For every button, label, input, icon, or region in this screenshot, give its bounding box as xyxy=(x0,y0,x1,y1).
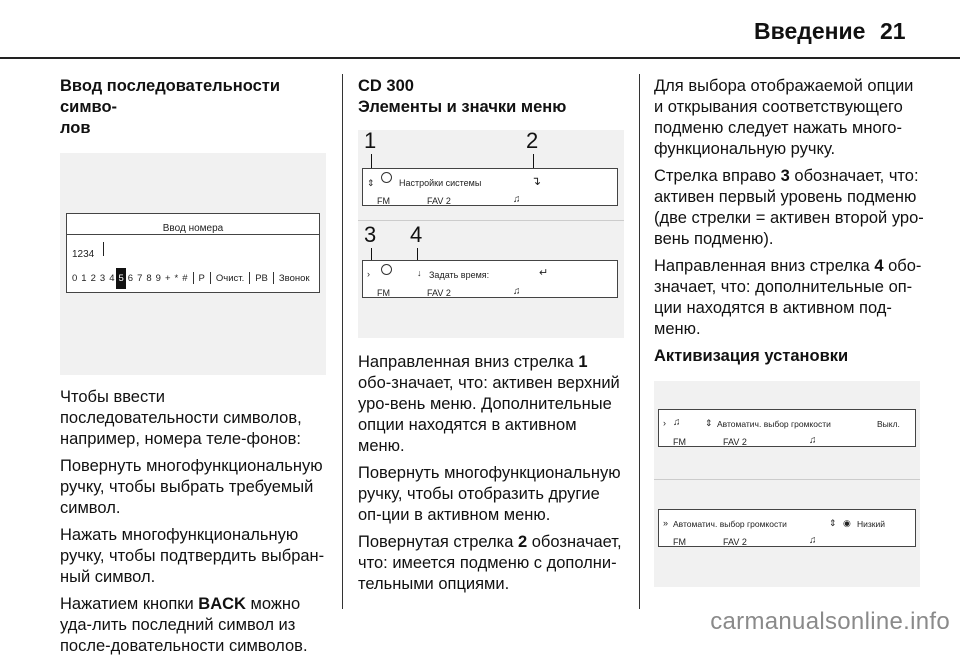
submenu-arrow-icon: ↴ xyxy=(531,174,542,188)
keypad-key[interactable]: 8 xyxy=(146,273,152,284)
paragraph: Для выбора отображаемой опции и открывания соответствующего подменю следует нажать много-функциональную ручку. xyxy=(654,77,914,158)
band-label: FM xyxy=(673,437,686,447)
keyboard-keys xyxy=(70,273,190,284)
keypad-key[interactable]: 5 xyxy=(116,268,125,289)
preset-label: FAV 2 xyxy=(723,537,747,547)
preset-label: FAV 2 xyxy=(723,437,747,447)
callout-4: 4 xyxy=(410,222,423,247)
keypad-key[interactable]: 9 xyxy=(155,273,161,284)
call-key[interactable]: Звонок xyxy=(278,273,310,284)
setting-title: Автоматич. выбор громкости xyxy=(717,419,831,429)
preset-label: FAV 2 xyxy=(427,196,451,206)
band-label: FM xyxy=(377,196,390,206)
callout-line-3 xyxy=(371,248,372,260)
callout-3: 3 xyxy=(364,222,377,247)
setting-value[interactable]: Низкий xyxy=(857,519,885,529)
screen-title: Ввод номера xyxy=(162,223,224,234)
music-signal-icon: ♫ xyxy=(809,535,817,546)
double-right-arrow-icon: » xyxy=(663,518,669,528)
paragraph: Чтобы ввести последовательности символов, например, номера теле-фонов: xyxy=(60,388,302,448)
music-signal-icon: ♫ xyxy=(809,435,817,446)
figure-menu-icons xyxy=(358,130,624,338)
paragraph: Повернуть многофункциональную ручку, чтобы выбрать требуемый символ. xyxy=(60,457,323,517)
figure-number-entry xyxy=(60,153,326,375)
band-label: FM xyxy=(377,288,390,298)
radio-selected-icon: ◉ xyxy=(843,518,851,528)
page-title: Введение xyxy=(754,18,866,44)
section-heading-sequence: Ввод последовательности симво- лов xyxy=(60,77,280,137)
left-column xyxy=(60,76,328,663)
setting-value[interactable]: Выкл. xyxy=(877,419,900,429)
keypad-key[interactable]: 3 xyxy=(99,273,106,284)
callout-line-1 xyxy=(371,154,372,168)
keypad-key[interactable]: + xyxy=(164,273,171,284)
right-body-text xyxy=(654,76,924,340)
keypad-key[interactable]: 7 xyxy=(137,273,143,284)
page-number: 21 xyxy=(880,18,906,44)
keypad-key[interactable]: 6 xyxy=(127,273,134,284)
keypad-key[interactable]: * xyxy=(174,273,179,284)
phonebook-key[interactable]: PB xyxy=(255,273,268,284)
callout-2: 2 xyxy=(526,128,539,153)
music-icon: ♫ xyxy=(673,417,681,428)
keypad-key[interactable]: 4 xyxy=(109,273,115,284)
updown-arrow-icon: ⇕ xyxy=(367,178,375,188)
callout-line-2 xyxy=(533,154,534,168)
right-arrow-icon: › xyxy=(663,418,666,428)
middle-column xyxy=(358,76,624,601)
keypad-key[interactable]: # xyxy=(182,273,188,284)
text-cursor xyxy=(103,242,104,256)
music-signal-icon: ♫ xyxy=(513,194,521,205)
screen-divider xyxy=(67,234,319,235)
setting-screen-2 xyxy=(658,509,916,547)
paragraph: Повернуть многофункциональную ручку, чтобы отобразить другие оп-ции в активном меню. xyxy=(358,464,621,524)
paragraph-back: Нажатием кнопки BACK можно уда-лить последний символ из после-довательности символов. xyxy=(60,595,308,655)
keypad-key[interactable]: 1 xyxy=(81,273,87,284)
clock-icon xyxy=(381,264,392,275)
return-arrow-icon: ↵ xyxy=(539,267,549,279)
header-divider xyxy=(0,57,960,59)
callout-line-4 xyxy=(417,248,418,260)
right-arrow-icon: › xyxy=(367,269,370,279)
section-heading-cd300: CD 300 xyxy=(358,77,414,95)
paragraph: Повернутая стрелка 2 обозначает, что: имеется подменю с дополни-тельными опциями. xyxy=(358,533,622,593)
middle-body-text xyxy=(358,352,624,595)
menu-title: Задать время: xyxy=(429,270,490,280)
band-label: FM xyxy=(673,537,686,547)
keypad-key[interactable]: 0 xyxy=(72,273,78,284)
menu-screen-2 xyxy=(362,260,618,298)
keypad-key[interactable]: 2 xyxy=(90,273,96,284)
column-divider-right xyxy=(639,74,640,609)
preset-label: FAV 2 xyxy=(427,288,451,298)
pause-key[interactable]: P xyxy=(198,273,205,284)
menu-screen-1 xyxy=(362,168,618,206)
updown-arrow-icon: ⇕ xyxy=(829,518,837,528)
clear-key[interactable]: Очист. xyxy=(215,273,245,284)
display-screen xyxy=(66,213,320,293)
left-body-text xyxy=(60,387,328,657)
paragraph: Направленная вниз стрелка 1 обо-значает, что: активен верхний уро-вень меню. Дополнительные опции находятся в активном меню. xyxy=(358,353,620,455)
updown-arrow-icon: ⇕ xyxy=(705,418,713,428)
back-key-label: BACK xyxy=(198,595,246,613)
column-divider-left xyxy=(342,74,343,609)
paragraph: Направленная вниз стрелка 4 обо-значает, что: дополнительные оп-ции находятся в активном под-меню. xyxy=(654,257,922,338)
down-arrow-icon: ↓ xyxy=(417,268,422,278)
setting-screen-1 xyxy=(658,409,916,447)
paragraph: Стрелка вправо 3 обозначает, что: активен первый уровень подменю (две стрелки = активен второй уро-вень подменю). xyxy=(654,167,924,248)
settings-clock-icon xyxy=(381,172,392,183)
section-subheading-menu-items: Элементы и значки меню xyxy=(358,98,567,116)
section-heading-activation: Активизация установки xyxy=(654,347,849,365)
right-column xyxy=(654,76,924,587)
entered-number: 1234 xyxy=(72,249,95,260)
watermark: carmanualsonline.info xyxy=(710,608,950,635)
figure-activate-setting xyxy=(654,381,920,587)
keyboard-row xyxy=(70,268,312,289)
figure-separator xyxy=(358,220,624,221)
setting-title: Автоматич. выбор громкости xyxy=(673,519,787,529)
menu-title: Настройки системы xyxy=(399,178,482,188)
figure-separator xyxy=(654,479,920,480)
callout-1: 1 xyxy=(364,128,377,153)
music-signal-icon: ♫ xyxy=(513,286,521,297)
paragraph: Нажать многофункциональную ручку, чтобы подтвердить выбран-ный символ. xyxy=(60,526,325,586)
